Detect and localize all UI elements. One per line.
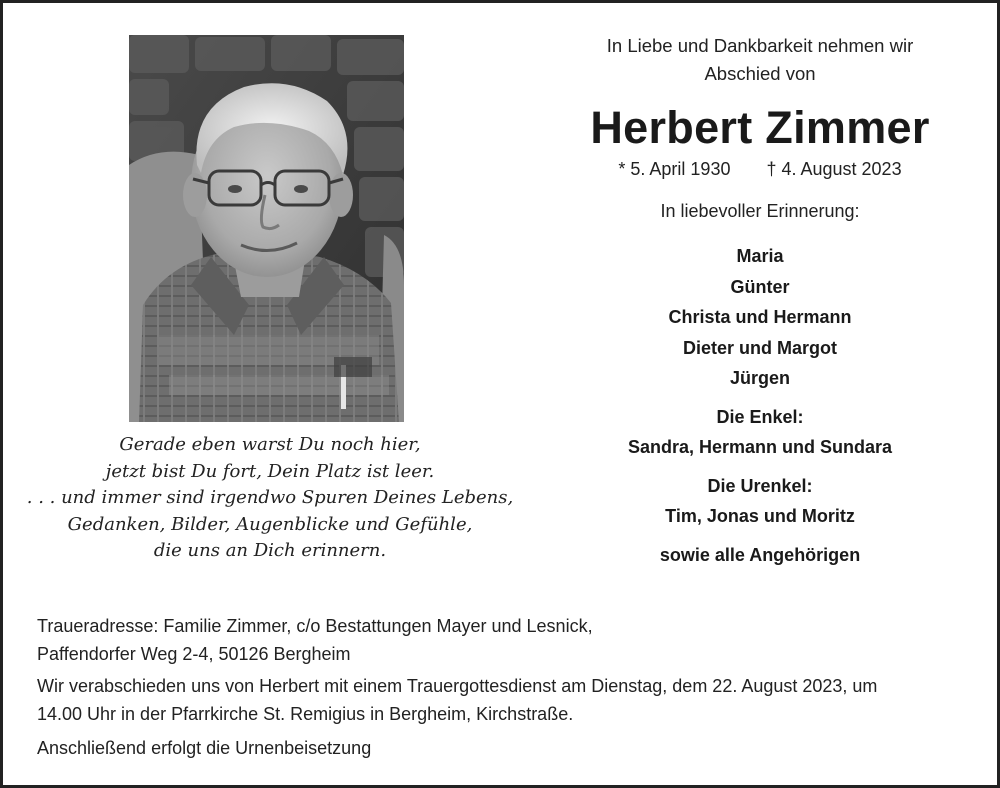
burial-note: Anschließend erfolgt die Urnenbeisetzung	[37, 738, 372, 758]
poem-line: Gerade eben warst Du noch hier,	[119, 434, 421, 455]
portrait-photo	[129, 35, 404, 422]
service-line: 14.00 Uhr in der Pfarrkirche St. Remigius in Bergheim, Kirchstraße.	[37, 704, 574, 724]
relatives-line: sowie alle Angehörigen	[659, 544, 861, 565]
intro-line: In Liebe und Dankbarkeit nehmen wir	[606, 35, 914, 56]
family-member: Günter	[730, 276, 790, 297]
mourners-list	[560, 241, 960, 570]
grandchildren-title: Die Enkel:	[716, 406, 804, 427]
funeral-details	[37, 612, 967, 762]
poem-line: jetzt bist Du fort, Dein Platz ist leer.	[105, 460, 435, 482]
great-grandchildren-title: Die Urenkel:	[707, 475, 813, 496]
service-line: Wir verabschieden uns von Herbert mit einem Trauergottesdienst am Dienstag, dem 22. August 2023, um	[37, 676, 878, 696]
family-member: Jürgen	[729, 368, 790, 388]
great-grandchildren-names: Tim, Jonas und Moritz	[665, 506, 855, 526]
poem-line: Gedanken, Bilder, Augenblicke und Gefühle,	[67, 513, 473, 535]
remembrance-heading: In liebevoller Erinnerung:	[660, 201, 860, 221]
intro-line: Abschied von	[704, 63, 816, 84]
birth-date: * 5. April 1930	[618, 159, 731, 179]
poem-line: . . . und immer sind irgendwo Spuren Deines Lebens,	[26, 487, 514, 508]
address-line: Paffendorfer Weg 2-4, 50126 Bergheim	[37, 644, 351, 664]
poem	[20, 432, 520, 565]
family-member: Christa und Hermann	[668, 307, 852, 327]
intro-text	[560, 32, 960, 88]
grandchildren-names: Sandra, Hermann und Sundara	[627, 437, 893, 457]
family-member: Dieter und Margot	[682, 337, 837, 358]
deceased-name: Herbert Zimmer	[590, 102, 930, 153]
death-date: † 4. August 2023	[766, 159, 902, 179]
announcement-column	[560, 32, 960, 570]
portrait-photo-icon	[129, 35, 404, 422]
life-dates	[560, 156, 960, 182]
address-line: Traueradresse: Familie Zimmer, c/o Bestattungen Mayer und Lesnick,	[37, 616, 593, 636]
poem-line: die uns an Dich erinnern.	[153, 540, 387, 561]
family-member: Maria	[736, 246, 784, 266]
